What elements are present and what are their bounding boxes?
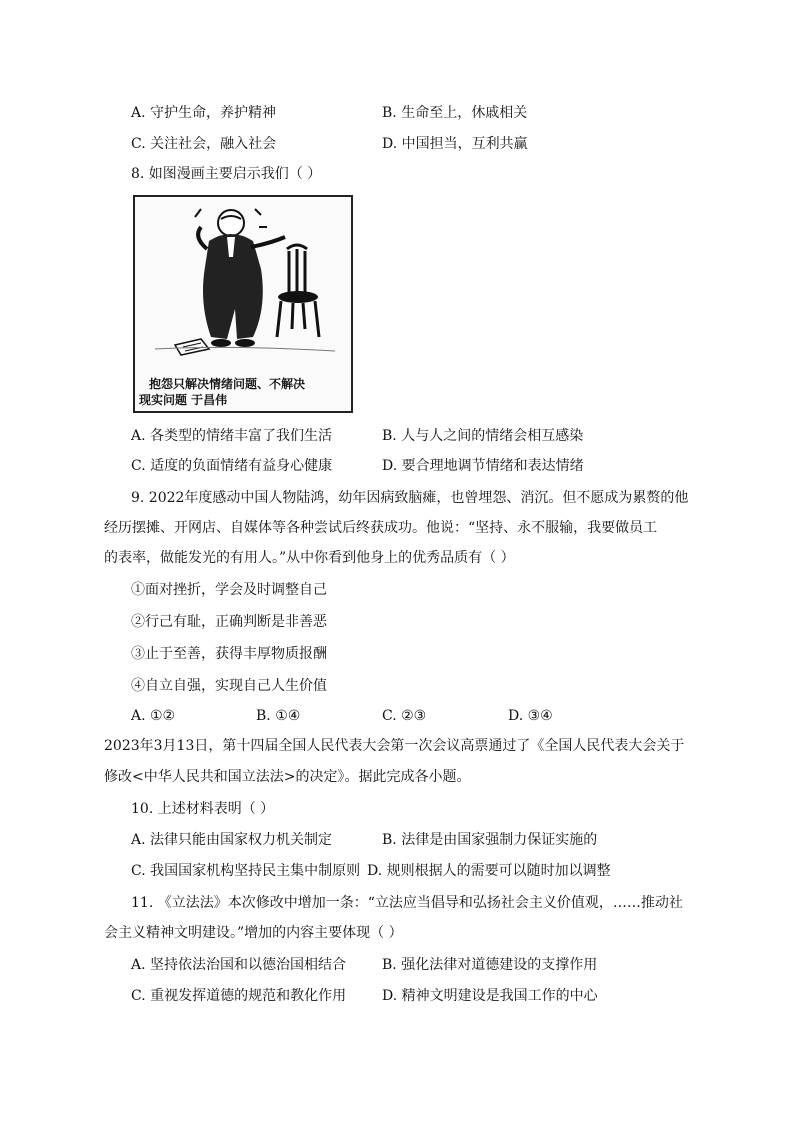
q9-stem-line1: 9. 2022年度感动中国人物陆鸿，幼年因病致脑瘫，也曾埋怨、消沉。但不愿成为累赘的他 <box>131 490 689 506</box>
q9-item-4: ④自立自强，实现自己人生价值 <box>131 678 327 694</box>
q7-option-a: A. 守护生命，养护精神 <box>131 105 277 121</box>
q8-option-c: C. 适度的负面情绪有益身心健康 <box>131 458 333 474</box>
q9-option-a: A. ①② <box>131 708 176 724</box>
q9-item-3: ③止于至善，获得丰厚物质报酬 <box>131 646 327 662</box>
q9-item-1: ①面对挫折，学会及时调整自己 <box>131 582 327 598</box>
q10-option-d: D. 规则根据人的需要可以随时加以调整 <box>367 863 611 879</box>
q7-option-d: D. 中国担当，互利共赢 <box>382 136 528 152</box>
q8-option-a: A. 各类型的情绪丰富了我们生活 <box>131 428 333 444</box>
q11-option-b: B. 强化法律对道德建设的支撑作用 <box>382 957 598 973</box>
cartoon-caption-line2: 现实问题 于昌伟 <box>139 393 228 407</box>
q10-option-a: A. 法律只能由国家权力机关制定 <box>131 832 333 848</box>
q10-option-c: C. 我国国家机构坚持民主集中制原则 <box>131 863 361 879</box>
q11-stem-line1: 11. 《立法法》本次修改中增加一条：“立法应当倡导和弘扬社会主义价值观，……推动社 <box>131 895 683 911</box>
q11-option-c: C. 重视发挥道德的规范和教化作用 <box>131 988 347 1004</box>
q7-option-c: C. 关注社会，融入社会 <box>131 136 277 152</box>
q9-item-2: ②行己有耻，正确判断是非善恶 <box>131 614 327 630</box>
q9-stem-line3: 的表率，做能发光的有用人。”从中你看到他身上的优秀品质有（ ） <box>104 550 515 566</box>
material-line1: 2023年3月13日，第十四届全国人民代表大会第一次会议高票通过了《全国人民代表大会关于 <box>104 738 685 754</box>
q10-option-b: B. 法律是由国家强制力保证实施的 <box>382 832 598 848</box>
q8-option-d: D. 要合理地调节情绪和表达情绪 <box>382 458 584 474</box>
material-line2: 修改<中华人民共和国立法法>的决定》。据此完成各小题。 <box>104 769 471 785</box>
q8-stem: 8. 如图漫画主要启示我们（ ） <box>131 166 322 182</box>
q9-option-d: D. ③④ <box>508 708 553 724</box>
cartoon-caption-line1: 抱怨只解决情绪问题、不解决 <box>149 377 306 391</box>
q9-option-c: C. ②③ <box>382 708 427 724</box>
q7-option-b: B. 生命至上，休戚相关 <box>382 105 528 121</box>
q8-option-b: B. 人与人之间的情绪会相互感染 <box>382 428 584 444</box>
q9-stem-line2: 经历摆摊、开网店、自媒体等各种尝试后终获成功。他说：“坚持、永不服输，我要做员工 <box>104 520 658 536</box>
q11-option-d: D. 精神文明建设是我国工作的中心 <box>382 988 598 1004</box>
q10-stem: 10. 上述材料表明（ ） <box>131 801 275 817</box>
q11-option-a: A. 坚持依法治国和以德治国相结合 <box>131 957 347 973</box>
q9-option-b: B. ①④ <box>256 708 301 724</box>
q8-cartoon-image <box>133 195 353 413</box>
q11-stem-line2: 会主义精神文明建设。”增加的内容主要体现（ ） <box>104 925 403 941</box>
